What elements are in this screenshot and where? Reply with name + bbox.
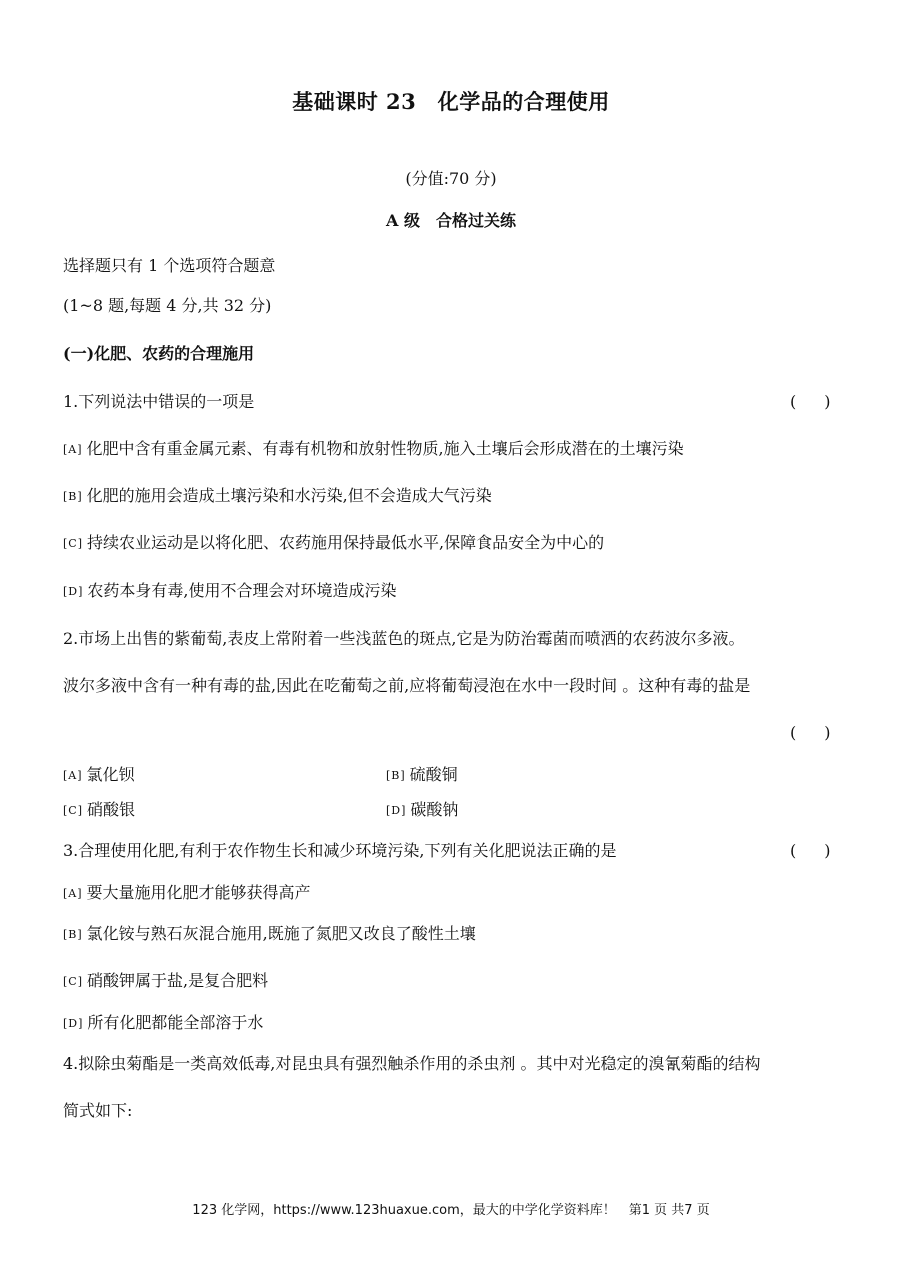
question-1-option-d — [63, 578, 397, 601]
question-2-option-b — [386, 762, 458, 785]
option-letter: [B] — [63, 928, 83, 941]
option-letter: [C] — [63, 804, 83, 817]
question-4-stem-line1: 4.拟除虫菊酯是一类高效低毒,对昆虫具有强烈触杀作用的杀虫剂 。其中对光稳定的溴氰菊酯的结构 — [63, 1054, 761, 1073]
option-text: 氯化铵与熟石灰混合施用,既施了氮肥又改良了酸性土壤 — [86, 924, 476, 943]
page-title: 基础课时 23 化学品的合理使用 — [292, 89, 610, 114]
question-3-option-b — [63, 921, 476, 944]
option-letter: [A] — [63, 887, 83, 900]
option-text: 农药本身有毒,使用不合理会对环境造成污染 — [87, 581, 397, 600]
option-text: 所有化肥都能全部溶于水 — [87, 1013, 264, 1032]
option-letter: [D] — [386, 804, 407, 817]
option-text: 化肥中含有重金属元素、有毒有机物和放射性物质,施入土壤后会形成潜在的土壤污染 — [86, 439, 684, 458]
instruction: 选择题只有 1 个选项符合题意 — [63, 256, 276, 275]
question-2-stem-line1: 2.市场上出售的紫葡萄,表皮上常附着一些浅蓝色的斑点,它是为防治霉菌而喷洒的农药波尔多液。 — [63, 629, 745, 648]
option-text: 要大量施用化肥才能够获得高产 — [86, 883, 311, 902]
question-2-stem-line2: 波尔多液中含有一种有毒的盐,因此在吃葡萄之前,应将葡萄浸泡在水中一段时间 。这种有毒的盐是 — [63, 676, 751, 695]
question-2-option-a — [63, 762, 135, 785]
option-letter: [B] — [63, 490, 83, 503]
section-heading: (一)化肥、农药的合理施用 — [63, 344, 255, 363]
question-3-option-a — [63, 880, 311, 903]
question-1-option-b — [63, 483, 492, 506]
option-text: 化肥的施用会造成土壤污染和水污染,但不会造成大气污染 — [86, 486, 492, 505]
option-letter: [C] — [63, 537, 83, 550]
option-text: 碳酸钠 — [410, 800, 459, 819]
score-note: (分值:70 分) — [405, 169, 497, 188]
answer-bracket-2: ( ) — [790, 723, 837, 742]
option-letter: [D] — [63, 585, 84, 598]
option-letter: [A] — [63, 769, 83, 782]
question-2-option-d — [386, 797, 458, 820]
question-3-option-c — [63, 968, 268, 991]
option-text: 硫酸铜 — [409, 765, 458, 784]
question-4-stem-line2: 简式如下: — [63, 1101, 133, 1120]
option-letter: [B] — [386, 769, 406, 782]
level-heading: A 级 合格过关练 — [386, 211, 516, 230]
option-text: 硝酸钾属于盐,是复合肥料 — [87, 971, 269, 990]
question-3-option-d — [63, 1010, 263, 1033]
option-text: 硝酸银 — [87, 800, 136, 819]
question-3-stem: 3.合理使用化肥,有利于农作物生长和减少环境污染,下列有关化肥说法正确的是 — [63, 841, 617, 860]
question-1-option-c — [63, 530, 604, 553]
range-note: (1~8 题,每题 4 分,共 32 分) — [63, 296, 272, 315]
option-text: 氯化钡 — [86, 765, 135, 784]
question-1-option-a — [63, 436, 684, 459]
answer-bracket-1: ( ) — [790, 392, 837, 411]
option-letter: [A] — [63, 443, 83, 456]
option-letter: [C] — [63, 975, 83, 988]
option-letter: [D] — [63, 1017, 84, 1030]
answer-bracket-3: ( ) — [790, 841, 837, 860]
option-text: 持续农业运动是以将化肥、农药施用保持最低水平,保障食品安全为中心的 — [87, 533, 605, 552]
page-footer: 123 化学网，https://www.123huaxue.com，最大的中学化学资料库！ 第1 页 共7 页 — [192, 1203, 710, 1218]
question-2-option-c — [63, 797, 135, 820]
question-1-stem: 1.下列说法中错误的一项是 — [63, 392, 255, 411]
